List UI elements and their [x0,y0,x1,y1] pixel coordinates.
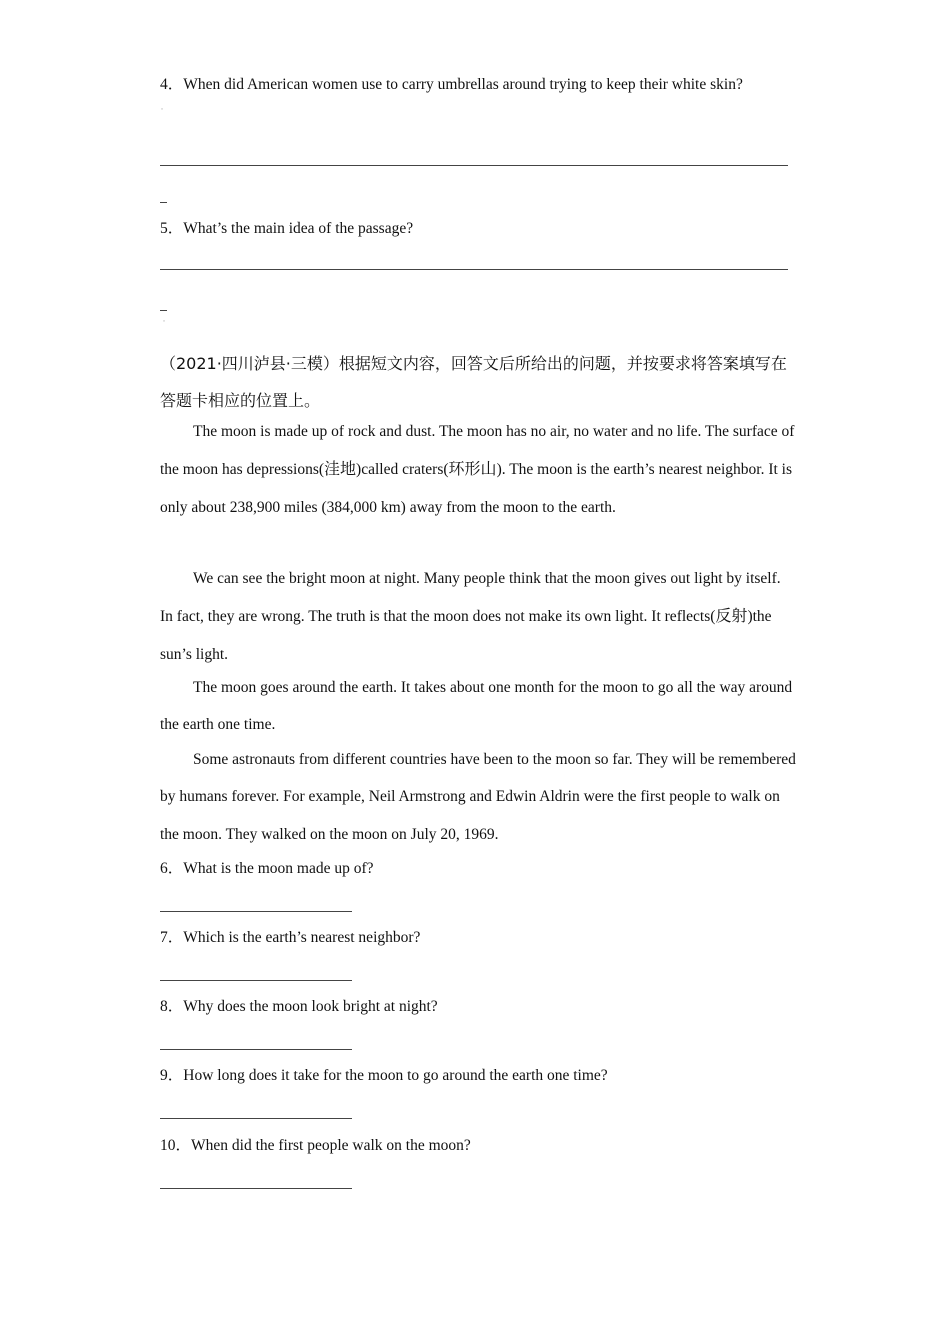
question-number: 7． [160,929,184,946]
passage-text: We can see the bright moon at night. Many people think that the moon gives out light by itself. In fact, they are wrong. The truth is that the moon does not make its own light. It reflects( [160,570,781,626]
answer-line-4 [160,165,788,166]
passage-paragraph-3: The moon goes around the earth. It takes about one month for the moon to go all the way around the earth one time. [160,679,793,734]
question-number: 8． [160,998,184,1015]
gloss-chinese: 反射 [715,606,748,626]
paragraph-mark: ˙ [162,317,166,331]
question-text: When did the first people walk on the moon? [191,1137,471,1154]
question-number: 10． [160,1137,192,1154]
passage-text: )the sun’s light. [160,608,772,663]
question-9 [160,1066,608,1086]
question-number: 9． [160,1067,184,1084]
question-text: Why does the moon look bright at night? [183,998,438,1015]
question-5 [160,219,413,239]
answer-line-7 [160,980,352,981]
answer-line-5-tail [160,310,167,311]
passage-paragraph-2 [160,560,796,673]
answer-line-8 [160,1049,352,1050]
section-heading: （2021·四川泸县·三模）根据短文内容，回答文后所给出的问题，并按要求将答案填写在答题卡相应的位置上。 [160,354,787,410]
question-text: What’s the main idea of the passage? [183,220,414,237]
question-number: 6． [160,860,184,877]
paragraph-mark: ˙ [160,105,164,119]
answer-line-5 [160,269,788,270]
answer-line-9 [160,1118,352,1119]
question-number: 4． [160,76,184,93]
question-10 [160,1136,471,1156]
passage-text: The moon is made up of rock and dust. The moon has no air, no water and no life. The surface of the moon has depressions( [160,423,795,479]
question-4 [160,75,743,95]
answer-line-10 [160,1188,352,1189]
gloss-chinese: 洼地 [324,459,357,479]
passage-text: ). The moon is the earth’s nearest neighbor. It is only about 238,900 miles (384,000 km) away from the moon to the earth. [160,461,793,516]
question-text: What is the moon made up of? [183,860,374,877]
question-number: 5． [160,220,184,237]
question-text: How long does it take for the moon to go around the earth one time? [183,1067,608,1084]
answer-line-6 [160,911,352,912]
passage-paragraph-4: Some astronauts from different countries have been to the moon so far. They will be remembered by humans forever. For example, Neil Armstrong and Edwin Aldrin were the first people to walk on the moon. They walked on the moon on July 20, 1969. [160,751,796,843]
answer-line-4-tail [160,202,167,203]
question-6 [160,859,374,879]
question-8 [160,997,438,1017]
gloss-chinese: 环形山 [448,459,497,479]
passage-paragraph-1 [160,413,796,526]
question-text: Which is the earth’s nearest neighbor? [183,929,421,946]
passage-text: )called craters( [356,461,449,479]
question-7 [160,928,420,948]
question-text: When did American women use to carry umbrellas around trying to keep their white skin? [183,76,743,93]
